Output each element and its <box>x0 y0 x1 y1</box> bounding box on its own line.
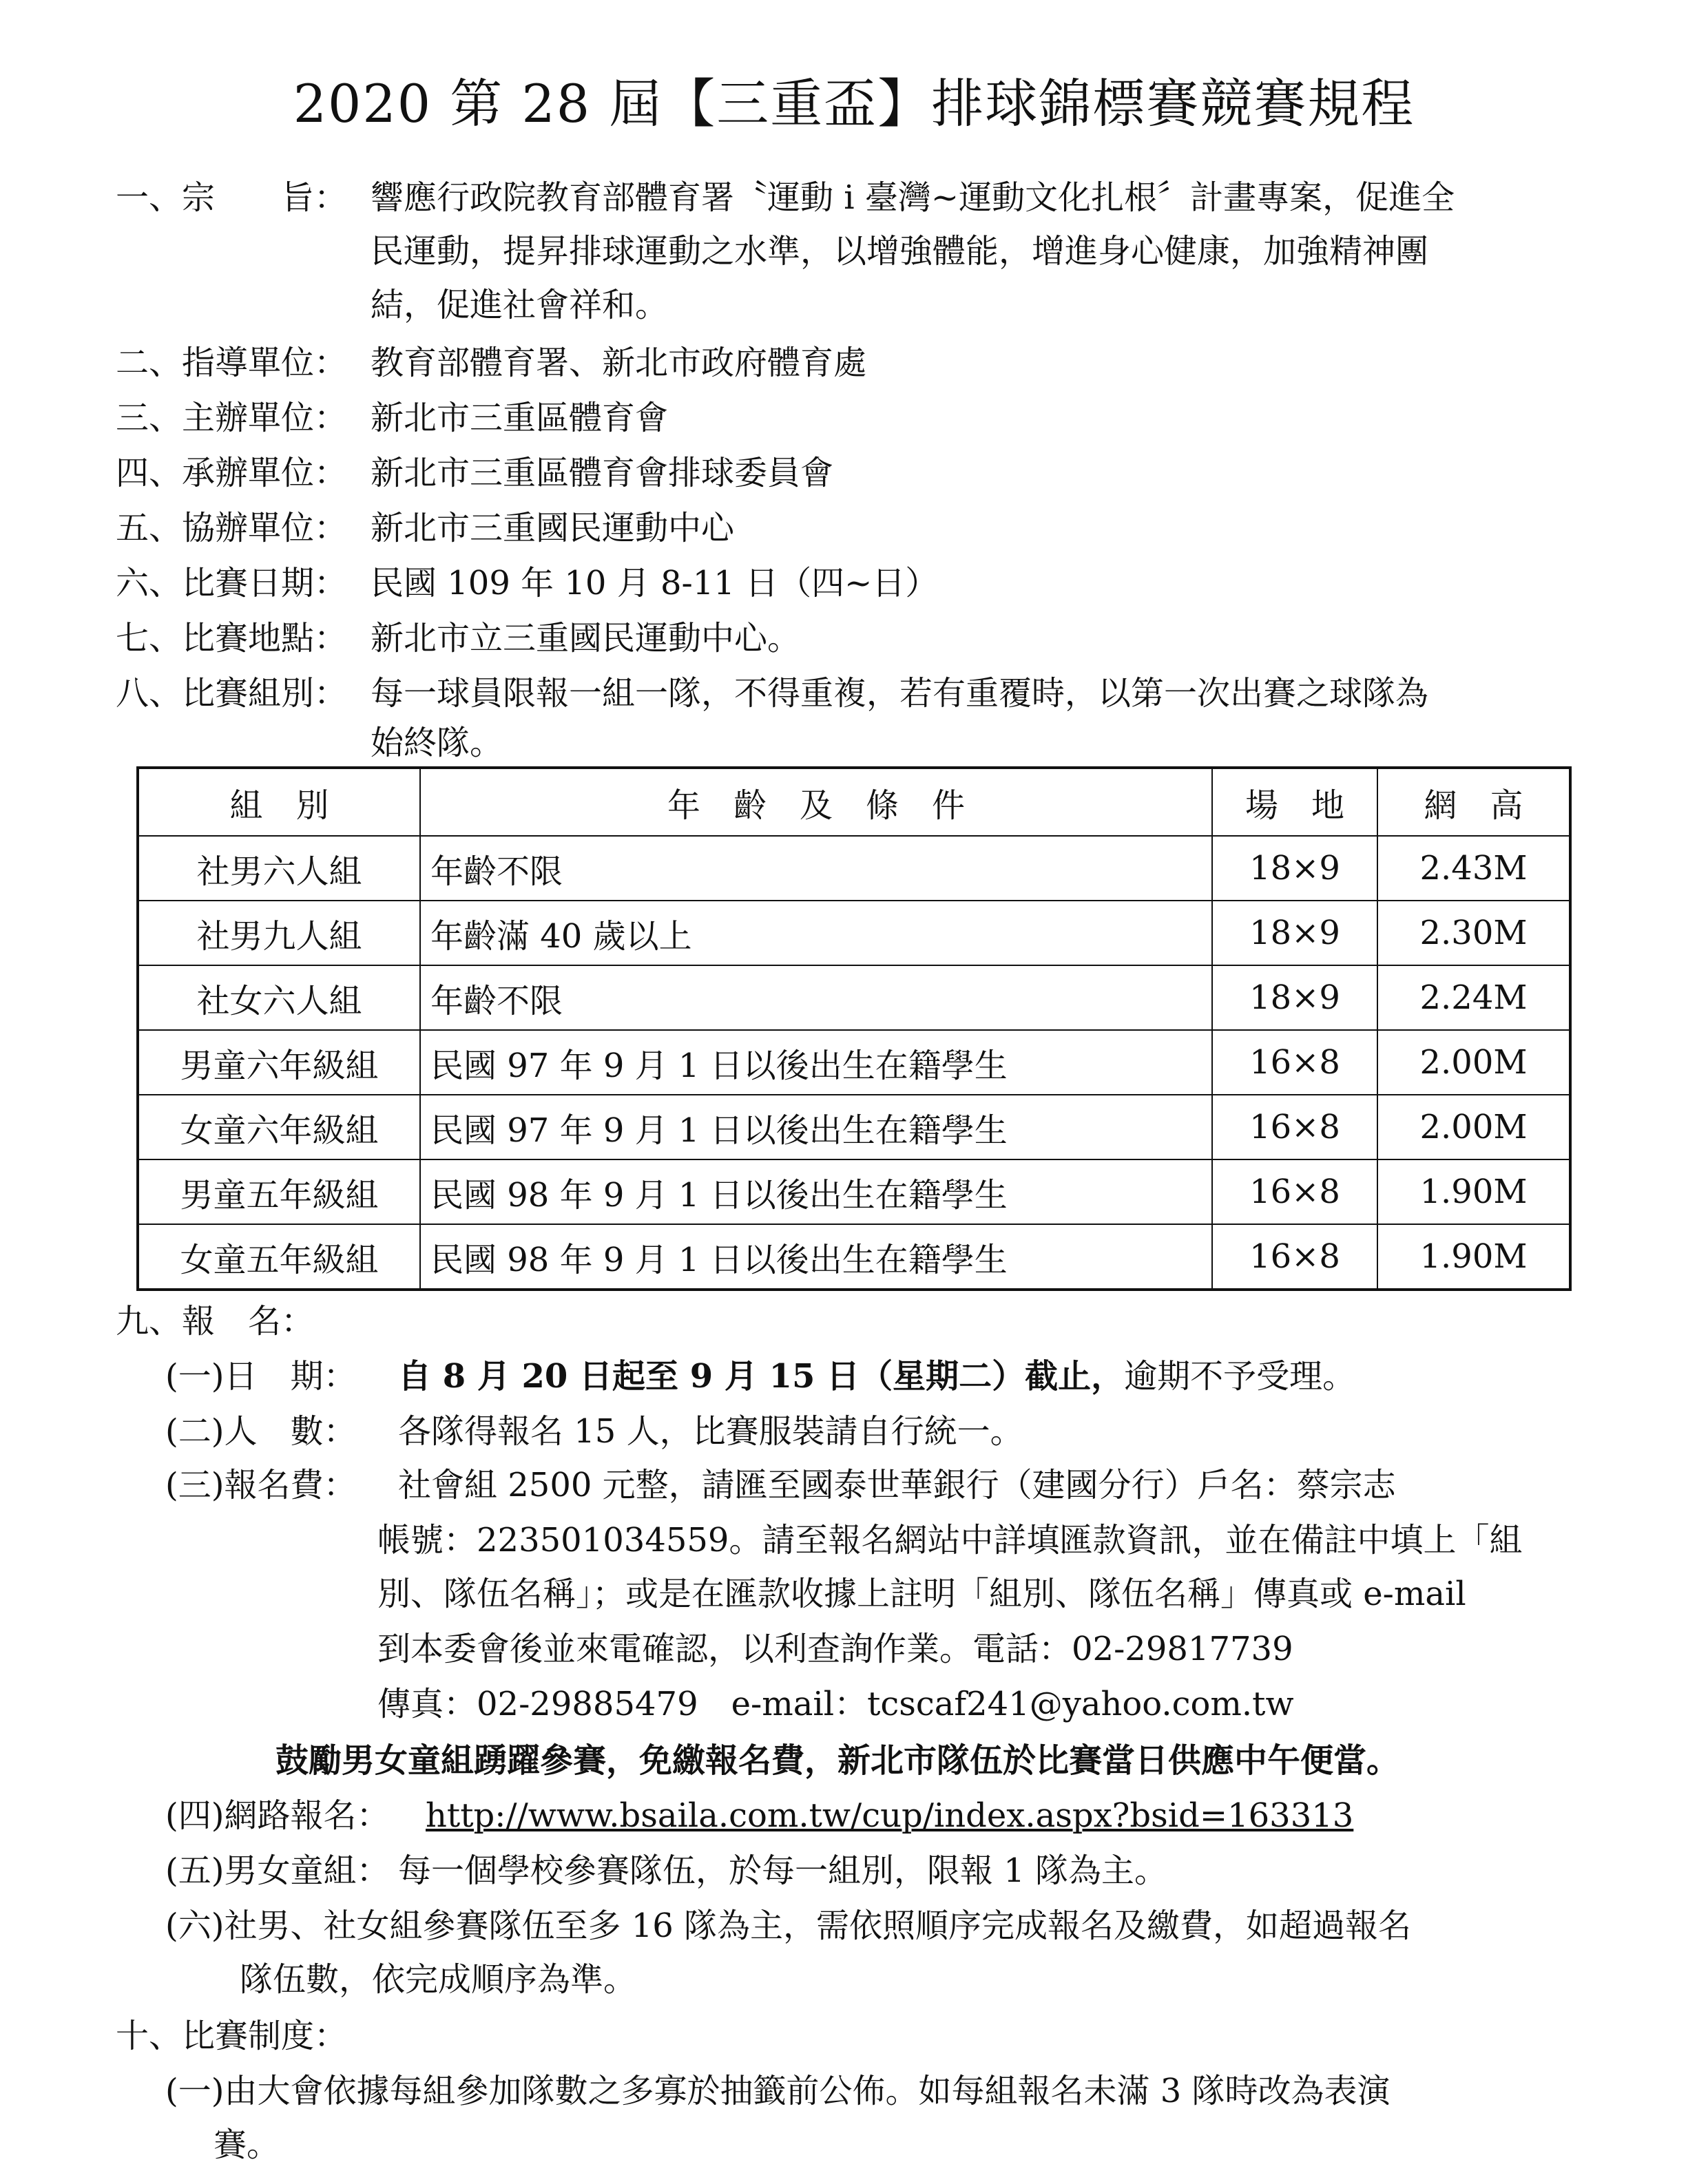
section-5-text: 新北市三重國民運動中心 <box>371 509 735 547</box>
section-2-label: 二、指導單位： <box>116 344 348 382</box>
registration-deadline-note: 逾期不予受理。 <box>1124 1357 1356 1396</box>
condition-cell: 民國 98 年 9 月 1 日以後出生在籍學生 <box>420 1224 1212 1290</box>
condition-cell: 民國 98 年 9 月 1 日以後出生在籍學生 <box>420 1159 1212 1224</box>
section-3-label: 三、主辦單位： <box>116 399 348 437</box>
registration-deadline: 自 8 月 20 日起至 9 月 15 日（星期二）截止， <box>398 1357 1125 1396</box>
table-row <box>138 1095 1570 1159</box>
division-cell: 男童六年級組 <box>138 1030 420 1095</box>
item-9-1-label: (一)日 期： <box>165 1357 357 1396</box>
item-9-3-label: (三)報名費： <box>165 1466 357 1504</box>
division-cell: 社女六人組 <box>138 965 420 1030</box>
online-registration-link[interactable]: http://www.bsaila.com.tw/cup/index.aspx?bsid=163313 <box>426 1796 1354 1835</box>
net-height-cell: 2.43M <box>1377 836 1570 901</box>
free-entry-notice: 鼓勵男女童組踴躍參賽，免繳報名費，新北市隊伍於比賽當日供應中午便當。 <box>275 1741 1400 1780</box>
section-1-line-2: 民運動，提昇排球運動之水準，以增強體能，增進身心健康，加強精神團 <box>371 232 1429 271</box>
court-cell: 16×8 <box>1212 1095 1377 1159</box>
item-9-2-text: 各隊得報名 15 人，比賽服裝請自行統一。 <box>398 1412 1023 1451</box>
table-header: 網 高 <box>1377 768 1570 836</box>
section-8-line-2: 始終隊。 <box>371 724 503 762</box>
table-row <box>138 836 1570 901</box>
division-table <box>136 766 1572 1291</box>
condition-cell: 民國 97 年 9 月 1 日以後出生在籍學生 <box>420 1095 1212 1159</box>
item-9-3-line-2: 帳號：223501034559。請至報名網站中詳填匯款資訊，並在備註中填上「組 <box>377 1521 1523 1560</box>
division-cell: 女童六年級組 <box>138 1095 420 1159</box>
court-cell: 16×8 <box>1212 1030 1377 1095</box>
table-header-row <box>138 768 1570 836</box>
division-cell: 社男九人組 <box>138 901 420 965</box>
item-9-3-line-1: 社會組 2500 元整，請匯至國泰世華銀行（建國分行）戶名：蔡宗志 <box>398 1466 1396 1504</box>
table-row <box>138 1030 1570 1095</box>
condition-cell: 年齡滿 40 歲以上 <box>420 901 1212 965</box>
division-cell: 社男六人組 <box>138 836 420 901</box>
section-1-label: 一、宗 旨： <box>116 178 348 217</box>
item-9-1-text <box>398 1350 1355 1403</box>
section-9-label: 九、報 名： <box>116 1302 315 1341</box>
section-6-text: 民國 109 年 10 月 8-11 日（四~日） <box>371 564 939 602</box>
table-row <box>138 1159 1570 1224</box>
court-cell: 18×9 <box>1212 965 1377 1030</box>
item-9-2-label: (二)人 數： <box>165 1412 357 1451</box>
court-cell: 16×8 <box>1212 1159 1377 1224</box>
section-2-text: 教育部體育署、新北市政府體育處 <box>371 344 867 382</box>
section-1-line-1: 響應行政院教育部體育署〝運動 i 臺灣~運動文化扎根〞計畫專案，促進全 <box>371 178 1455 217</box>
item-9-6-line-1: (六)社男、社女組參賽隊伍至多 16 隊為主，需依照順序完成報名及繳費，如超過報名 <box>165 1907 1412 1945</box>
net-height-cell: 2.00M <box>1377 1095 1570 1159</box>
division-cell: 男童五年級組 <box>138 1159 420 1224</box>
section-4-text: 新北市三重區體育會排球委員會 <box>371 454 834 492</box>
net-height-cell: 2.00M <box>1377 1030 1570 1095</box>
section-8-label: 八、比賽組別： <box>116 674 348 713</box>
condition-cell: 年齡不限 <box>420 965 1212 1030</box>
section-5-label: 五、協辦單位： <box>116 509 348 547</box>
division-cell: 女童五年級組 <box>138 1224 420 1290</box>
section-8-line-1: 每一球員限報一組一隊，不得重複，若有重覆時，以第一次出賽之球隊為 <box>371 674 1429 713</box>
item-10-1-line-2: 賽。 <box>214 2125 280 2164</box>
table-header: 年 齡 及 條 件 <box>420 768 1212 836</box>
item-9-3-line-3: 別、隊伍名稱」；或是在匯款收據上註明「組別、隊伍名稱」傳真或 e-mail <box>377 1575 1466 1613</box>
court-cell: 16×8 <box>1212 1224 1377 1290</box>
net-height-cell: 2.30M <box>1377 901 1570 965</box>
item-9-5-label: (五)男女童組： <box>165 1851 390 1890</box>
net-height-cell: 1.90M <box>1377 1159 1570 1224</box>
item-10-1-line-1: (一)由大會依據每組參加隊數之多寡於抽籤前公佈。如每組報名未滿 3 隊時改為表演 <box>165 2072 1391 2110</box>
condition-cell: 民國 97 年 9 月 1 日以後出生在籍學生 <box>420 1030 1212 1095</box>
table-header: 場 地 <box>1212 768 1377 836</box>
table-row <box>138 965 1570 1030</box>
item-9-3-line-5: 傳真：02-29885479 e-mail：tcscaf241@yahoo.com.tw <box>377 1685 1294 1723</box>
section-6-label: 六、比賽日期： <box>116 564 348 602</box>
item-9-4-label: (四)網路報名： <box>165 1796 390 1835</box>
table-row <box>138 901 1570 965</box>
section-1-line-3: 結，促進社會祥和。 <box>371 286 669 324</box>
net-height-cell: 1.90M <box>1377 1224 1570 1290</box>
document-title: 2020 第 28 屆【三重盃】排球錦標賽競賽規程 <box>293 73 1415 134</box>
court-cell: 18×9 <box>1212 836 1377 901</box>
section-3-text: 新北市三重區體育會 <box>371 399 669 437</box>
item-9-5-text: 每一個學校參賽隊伍，於每一組別，限報 1 隊為主。 <box>398 1851 1168 1890</box>
section-4-label: 四、承辦單位： <box>116 454 348 492</box>
item-9-3-line-4: 到本委會後並來電確認，以利查詢作業。電話：02-29817739 <box>377 1630 1293 1668</box>
condition-cell: 年齡不限 <box>420 836 1212 901</box>
net-height-cell: 2.24M <box>1377 965 1570 1030</box>
section-7-text: 新北市立三重國民運動中心。 <box>371 619 801 658</box>
table-row <box>138 1224 1570 1290</box>
item-9-6-line-2: 隊伍數，依完成順序為準。 <box>240 1960 637 1999</box>
table-header: 組 別 <box>138 768 420 836</box>
section-10-label: 十、比賽制度： <box>116 2017 348 2055</box>
section-7-label: 七、比賽地點： <box>116 619 348 658</box>
court-cell: 18×9 <box>1212 901 1377 965</box>
